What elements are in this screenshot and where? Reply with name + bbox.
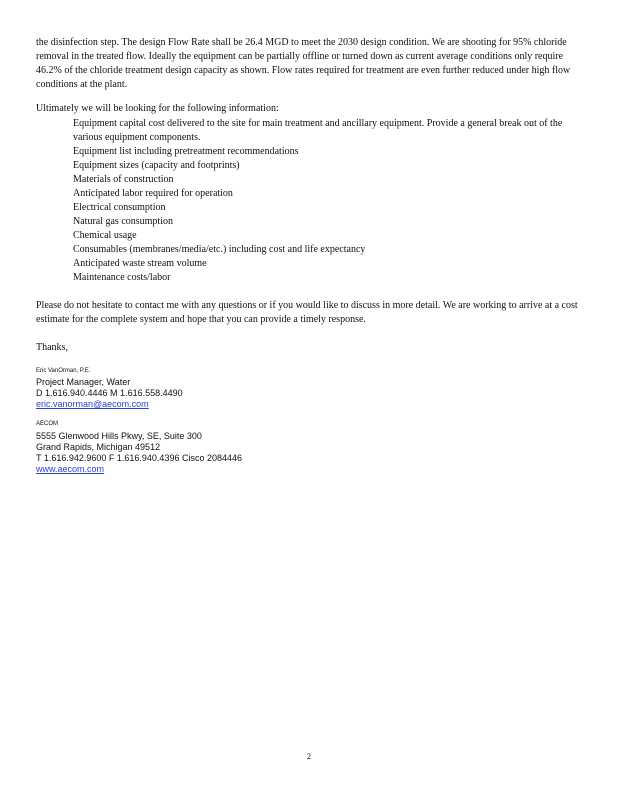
list-item-text: Materials of construction xyxy=(73,174,174,185)
list-item-text: Electrical consumption xyxy=(73,202,166,213)
list-item-text: Maintenance costs/labor xyxy=(73,272,171,283)
signature-phone: D 1.616.940.4446 M 1.616.558.4490 xyxy=(36,388,183,398)
company-phone: T 1.616.942.9600 F 1.616.940.4396 Cisco 2084446 xyxy=(36,453,242,463)
company-website-link[interactable]: www.aecom.com xyxy=(36,464,105,474)
list-item xyxy=(36,215,584,229)
list-item xyxy=(36,201,584,215)
closing-salutation: Thanks, xyxy=(36,342,68,353)
list-item-text: Equipment sizes (capacity and footprints) xyxy=(73,160,240,171)
page-number: 2 xyxy=(307,752,311,761)
company-website-container xyxy=(36,464,436,475)
list-item xyxy=(36,229,584,243)
signature-name: Eric VanOrman, P.E. xyxy=(36,368,91,374)
list-item xyxy=(36,145,584,159)
body-paragraph-contact: Please do not hesitate to contact me with any questions or if you would like to discuss in more detail. We are working to arrive at a cost estimate for the complete system and hope that you can provide a timely response. xyxy=(36,300,578,325)
body-paragraph-design-flow: the disinfection step. The design Flow Rate shall be 26.4 MGD to meet the 2030 design condition. We are shooting for 95% chloride removal in the treated flow. Ideally the equipment can be partially offline or turned down as current average conditions only require 46.2% of the chloride treatment design capacity as shown. Flow rates required for treatment are even further reduced under high flow conditions at the plant. xyxy=(36,37,571,90)
body-paragraph-info-intro: Ultimately we will be looking for the following information: xyxy=(36,103,279,114)
signature-email-container xyxy=(36,399,436,410)
list-item-text: Equipment list including pretreatment recommendations xyxy=(73,146,299,157)
list-item xyxy=(36,187,584,201)
list-item xyxy=(36,159,584,173)
list-item-text: Anticipated labor required for operation xyxy=(73,188,233,199)
list-item-text: Natural gas consumption xyxy=(73,216,173,227)
list-item xyxy=(36,173,584,187)
company-address-line1: 5555 Glenwood Hills Pkwy, SE, Suite 300 xyxy=(36,431,202,441)
company-name: AECOM xyxy=(36,421,59,427)
list-item-text: Consumables (membranes/media/etc.) including cost and life expectancy xyxy=(73,244,366,255)
list-item xyxy=(36,243,584,257)
list-item-text: Anticipated waste stream volume xyxy=(73,258,207,269)
list-item xyxy=(36,117,584,145)
company-address-line2: Grand Rapids, Michigan 49512 xyxy=(36,442,161,452)
list-item xyxy=(36,271,584,285)
signature-email-link[interactable]: eric.vanorman@aecom.com xyxy=(36,399,149,409)
signature-title: Project Manager, Water xyxy=(36,377,131,387)
list-item-text: Equipment capital cost delivered to the site for main treatment and ancillary equipment. Provide a general break out of the various equipment components. xyxy=(73,118,563,143)
list-item-text: Chemical usage xyxy=(73,230,137,241)
list-item xyxy=(36,257,584,271)
info-request-list xyxy=(36,117,584,285)
